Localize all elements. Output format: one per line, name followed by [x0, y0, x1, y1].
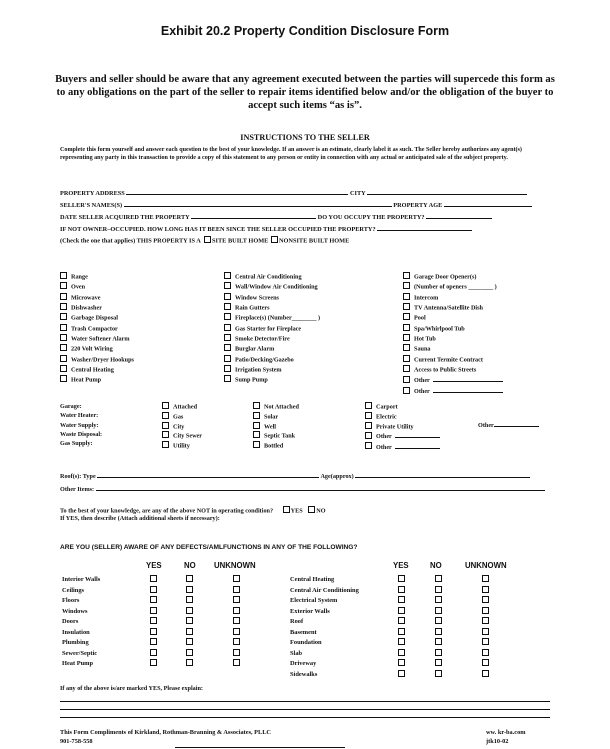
defect-no-checkbox[interactable]: [435, 628, 442, 635]
footer-website: ww. kr-ba.com: [486, 729, 526, 736]
defect-unknown-checkbox[interactable]: [233, 659, 240, 666]
property-address-label: PROPERTY ADDRESS: [60, 190, 125, 197]
defect-item: Sewer/Septic: [62, 649, 98, 657]
feature-item: TV Antenna/Satellite Dish: [403, 303, 503, 313]
feature-item: Rain Gutters: [224, 303, 320, 313]
defects-left-checkboxes: [150, 575, 250, 670]
utility-option: Well: [253, 422, 299, 432]
feature-checkbox[interactable]: [224, 303, 231, 310]
defect-yes-checkbox[interactable]: [398, 659, 405, 666]
footer-signature-line: [175, 747, 345, 748]
features-column-3: [403, 272, 503, 397]
feature-checkbox[interactable]: [60, 324, 67, 331]
defect-no-checkbox[interactable]: [186, 659, 193, 666]
utility-checkbox[interactable]: [365, 422, 372, 429]
feature-checkbox[interactable]: [60, 334, 67, 341]
utility-option: Carport: [365, 402, 440, 412]
property-address-row: [60, 188, 527, 197]
feature-item: Central Air Conditioning: [224, 272, 320, 282]
footer-phone: 901-758-558: [60, 738, 93, 745]
explain-line[interactable]: [60, 701, 550, 702]
feature-checkbox[interactable]: [403, 303, 410, 310]
utility-checkbox[interactable]: [365, 432, 372, 439]
roof-age-field[interactable]: [355, 471, 530, 478]
defect-yes-checkbox[interactable]: [398, 596, 405, 603]
defect-yes-checkbox[interactable]: [150, 607, 157, 614]
feature-item: Intercom: [403, 293, 503, 303]
defect-no-checkbox[interactable]: [435, 670, 442, 677]
defect-unknown-checkbox[interactable]: [233, 586, 240, 593]
feature-item: Irrigation System: [224, 365, 320, 375]
defect-unknown-checkbox[interactable]: [482, 638, 489, 645]
feature-item: Central Heating: [60, 365, 134, 375]
utility-label: Waste Disposal:: [60, 430, 103, 438]
nonsite-built-label: NONSITE BUILT HOME: [278, 237, 350, 245]
feature-item: Hot Tub: [403, 334, 503, 344]
utility-option: Utility: [162, 441, 202, 451]
defect-unknown-checkbox[interactable]: [482, 628, 489, 635]
utility-option: City Sewer: [162, 431, 202, 441]
defect-item: Floors: [62, 597, 80, 604]
defect-yes-checkbox[interactable]: [150, 575, 157, 582]
property-is-label: (Check the one that applies) THIS PROPERTY IS A: [60, 237, 201, 245]
utility-checkbox[interactable]: [162, 412, 169, 419]
feature-checkbox[interactable]: [224, 365, 231, 372]
defect-yes-checkbox[interactable]: [398, 617, 405, 624]
explain-label: If any of the above is/are marked YES, Please explain:: [60, 685, 203, 692]
feature-checkbox[interactable]: [224, 334, 231, 341]
nonsite-built-checkbox[interactable]: [271, 236, 278, 243]
defect-item: Heat Pump: [62, 660, 94, 667]
defects-heading: ARE YOU (SELLER) AWARE OF ANY DEFECTS/AMLFUNCTIONS IN ANY OF THE FOLLOWING?: [60, 544, 358, 551]
feature-item: Water Softener Alarm: [60, 334, 134, 344]
feature-item: Sauna: [403, 344, 503, 354]
defect-no-checkbox[interactable]: [435, 586, 442, 593]
feature-checkbox[interactable]: [403, 334, 410, 341]
defect-item: Interior Walls: [62, 576, 101, 583]
utility-other-field[interactable]: [494, 420, 539, 427]
feature-item: Window Screens: [224, 293, 320, 303]
feature-checkbox[interactable]: [224, 355, 231, 362]
other-field[interactable]: [395, 431, 440, 438]
defect-unknown-checkbox[interactable]: [233, 575, 240, 582]
intro-text: Buyers and seller should be aware that any agreement executed between the parties will supercede this form as to any obligations on the part of the seller to repair items identified below and/or the obligation of the buyer to accept such items “as is”.: [55, 74, 555, 111]
defect-item: Windows: [62, 607, 88, 615]
utility-other: [478, 420, 539, 429]
defect-item: Basement: [290, 628, 317, 636]
defect-yes-checkbox[interactable]: [398, 586, 405, 593]
defect-no-checkbox[interactable]: [435, 575, 442, 582]
not-owner-row: [60, 224, 472, 233]
feature-checkbox[interactable]: [60, 365, 67, 372]
utility-option: Private Utility: [365, 422, 440, 432]
feature-checkbox[interactable]: [403, 282, 410, 289]
property-type-row: [60, 236, 349, 245]
defects-right-labels: [290, 575, 359, 680]
feature-item: Current Termite Contract: [403, 355, 503, 365]
feature-checkbox[interactable]: [224, 375, 231, 382]
property-age-label: PROPERTY AGE: [393, 202, 443, 209]
feature-item: Access to Public Streets: [403, 365, 503, 375]
other-field[interactable]: [433, 375, 503, 382]
feature-checkbox[interactable]: [403, 324, 410, 331]
defect-yes-checkbox[interactable]: [398, 649, 405, 656]
utility-option: Attached: [162, 402, 202, 412]
feature-checkbox[interactable]: [403, 355, 410, 362]
question-no-checkbox[interactable]: [308, 506, 315, 513]
feature-checkbox[interactable]: [224, 344, 231, 351]
defect-no-checkbox[interactable]: [186, 586, 193, 593]
defect-unknown-checkbox[interactable]: [482, 596, 489, 603]
defects-col-yes-right: YES: [393, 561, 409, 570]
feature-item: Spa/Whirlpool Tub: [403, 324, 503, 334]
utility-column-2: [253, 402, 299, 451]
utility-checkbox[interactable]: [253, 441, 260, 448]
feature-checkbox[interactable]: [403, 293, 410, 300]
utility-option: Other: [365, 442, 440, 452]
property-address-field[interactable]: [126, 188, 348, 195]
defect-yes-checkbox[interactable]: [398, 607, 405, 614]
defect-item: Electrical System: [290, 597, 338, 604]
utility-label: Gas Supply:: [60, 440, 93, 448]
utility-checkbox[interactable]: [162, 431, 169, 438]
explain-line[interactable]: [60, 709, 550, 710]
site-built-checkbox[interactable]: [204, 236, 211, 243]
defects-col-yes-left: YES: [146, 561, 162, 570]
feature-checkbox[interactable]: [224, 282, 231, 289]
defect-no-checkbox[interactable]: [435, 607, 442, 614]
feature-item: (Number of openers ________ ): [403, 282, 503, 292]
defect-yes-checkbox[interactable]: [150, 617, 157, 624]
utility-option: Gas: [162, 412, 202, 422]
defect-item: Central Heating: [290, 576, 335, 583]
explain-line[interactable]: [60, 717, 550, 718]
utility-label: Water Supply:: [60, 421, 99, 429]
defect-no-checkbox[interactable]: [186, 607, 193, 614]
defect-item: Sidewalks: [290, 670, 318, 678]
sellers-names-row: [60, 200, 532, 209]
sellers-names-field[interactable]: [124, 200, 392, 207]
other-field[interactable]: [433, 386, 503, 393]
defect-item: Insulation: [62, 628, 90, 636]
feature-item: Garbage Disposal: [60, 313, 134, 323]
defect-no-checkbox[interactable]: [186, 575, 193, 582]
defect-item: Plumbing: [62, 639, 89, 646]
utility-checkbox[interactable]: [365, 402, 372, 409]
occupy-label: DO YOU OCCUPY THE PROPERTY?: [317, 214, 425, 221]
defect-no-checkbox[interactable]: [435, 659, 442, 666]
defect-unknown-checkbox[interactable]: [482, 617, 489, 624]
occupy-field[interactable]: [426, 212, 492, 219]
defect-yes-checkbox[interactable]: [398, 575, 405, 582]
feature-item: Pool: [403, 313, 503, 323]
defect-item: Doors: [62, 618, 79, 625]
utility-option: Solar: [253, 412, 299, 422]
features-column-1: [60, 272, 134, 386]
other-field[interactable]: [395, 442, 440, 449]
form-title: Exhibit 20.2 Property Condition Disclosure Form: [160, 24, 450, 38]
defects-col-no-right: NO: [430, 561, 442, 570]
feature-item: Smoke Detector/Fire: [224, 334, 320, 344]
defect-yes-checkbox[interactable]: [398, 638, 405, 645]
utility-column-1: [162, 402, 202, 451]
property-age-field[interactable]: [444, 200, 532, 207]
not-owner-label: IF NOT OWNER–OCCUPIED. HOW LONG HAS IT BEEN SINCE THE SELLER OCCUPIED THE PROPERTY?: [60, 226, 376, 233]
feature-checkbox[interactable]: [60, 313, 67, 320]
feature-checkbox[interactable]: [60, 303, 67, 310]
other-items-label: Other Items:: [60, 486, 95, 493]
feature-item: Microwave: [60, 293, 134, 303]
feature-checkbox[interactable]: [60, 355, 67, 362]
feature-checkbox[interactable]: [60, 272, 67, 279]
utility-checkbox[interactable]: [162, 441, 169, 448]
utility-checkbox[interactable]: [253, 422, 260, 429]
defect-yes-checkbox[interactable]: [150, 596, 157, 603]
date-acquired-field[interactable]: [191, 212, 316, 219]
site-built-label: SITE BUILT HOME: [212, 237, 269, 245]
defect-unknown-checkbox[interactable]: [482, 659, 489, 666]
defect-item: Driveway: [290, 660, 317, 667]
defect-unknown-checkbox[interactable]: [233, 596, 240, 603]
feature-item: Sump Pump: [224, 375, 320, 385]
operating-question: [60, 506, 326, 515]
utility-checkbox[interactable]: [162, 422, 169, 429]
roof-age-label: Age(approx): [320, 473, 354, 480]
utility-option: Electric: [365, 412, 440, 422]
defect-unknown-checkbox[interactable]: [233, 638, 240, 645]
feature-checkbox[interactable]: [224, 324, 231, 331]
defect-unknown-checkbox[interactable]: [233, 649, 240, 656]
utility-option: Other: [365, 431, 440, 441]
utility-checkbox[interactable]: [365, 412, 372, 419]
defect-item: Slab: [290, 649, 303, 657]
defect-yes-checkbox[interactable]: [150, 649, 157, 656]
feature-checkbox[interactable]: [403, 313, 410, 320]
utility-labels: [60, 402, 102, 448]
utility-checkbox[interactable]: [253, 402, 260, 409]
defect-yes-checkbox[interactable]: [398, 628, 405, 635]
defects-col-unknown-left: UNKNOWN: [214, 561, 256, 570]
defect-yes-checkbox[interactable]: [398, 670, 405, 677]
city-field[interactable]: [367, 188, 527, 195]
defect-no-checkbox[interactable]: [186, 628, 193, 635]
feature-item: Patio/Decking/Gazebo: [224, 355, 320, 365]
feature-checkbox[interactable]: [60, 282, 67, 289]
feature-checkbox[interactable]: [60, 375, 67, 382]
utility-label: Garage:: [60, 403, 82, 410]
defect-no-checkbox[interactable]: [186, 638, 193, 645]
feature-item: Gas Starter for Fireplace: [224, 324, 320, 334]
utility-option: Bottled: [253, 441, 299, 451]
footer-code: jtk10-02: [486, 738, 509, 745]
feature-checkbox[interactable]: [403, 344, 410, 351]
feature-checkbox[interactable]: [224, 313, 231, 320]
footer-company: This Form Compliments of Kirkland, Rothman-Branning & Associates, PLLC: [60, 729, 271, 736]
defect-no-checkbox[interactable]: [435, 649, 442, 656]
utility-option: Not Attached: [253, 402, 299, 412]
utility-option: City: [162, 422, 202, 432]
sellers-names-label: SELLER'S NAMES(S): [60, 202, 123, 209]
features-column-2: [224, 272, 320, 386]
defect-no-checkbox[interactable]: [435, 617, 442, 624]
defect-no-checkbox[interactable]: [435, 638, 442, 645]
instructions-heading: INSTRUCTIONS TO THE SELLER: [240, 133, 370, 142]
defects-col-unknown-right: UNKNOWN: [465, 561, 507, 570]
question-describe: If YES, then describe (Attach additional sheets if necessary):: [60, 515, 220, 522]
roof-type-label: Roof(s): Type: [60, 473, 96, 480]
defect-no-checkbox[interactable]: [186, 649, 193, 656]
feature-item: Garage Door Opener(s): [403, 272, 503, 282]
defect-no-checkbox[interactable]: [435, 596, 442, 603]
feature-item: Dishwasher: [60, 303, 134, 313]
defect-item: Exterior Walls: [290, 607, 330, 615]
other-items-field[interactable]: [96, 484, 545, 491]
defect-unknown-checkbox[interactable]: [482, 670, 489, 677]
utility-other-label: Other: [478, 422, 494, 429]
utility-label: Water Heater:: [60, 412, 99, 420]
feature-checkbox[interactable]: [60, 344, 67, 351]
defect-unknown-checkbox[interactable]: [482, 586, 489, 593]
feature-item: Other: [403, 375, 503, 386]
date-acquired-row: [60, 212, 492, 221]
feature-item: Trash Compactor: [60, 324, 134, 334]
defect-unknown-checkbox[interactable]: [482, 575, 489, 582]
feature-item: 220 Volt Wiring: [60, 344, 134, 354]
roof-type-field[interactable]: [97, 471, 319, 478]
instructions-text: Complete this form yourself and answer each question to the best of your knowledge. If an answer is an estimate, clearly label it as such. The Seller hereby authorizes any agent(s) representing any party in this transaction to provide a copy of this statement to any person or entity in connection with any actual or anticipated sale of the subject property.: [60, 147, 522, 161]
defect-yes-checkbox[interactable]: [150, 628, 157, 635]
feature-checkbox[interactable]: [60, 293, 67, 300]
feature-item: Oven: [60, 282, 134, 292]
question-yes-label: YES: [290, 507, 303, 515]
feature-checkbox[interactable]: [403, 272, 410, 279]
defect-unknown-checkbox[interactable]: [482, 607, 489, 614]
defect-yes-checkbox[interactable]: [150, 659, 157, 666]
feature-checkbox[interactable]: [403, 365, 410, 372]
defect-item: Central Air Conditioning: [290, 586, 359, 594]
feature-checkbox[interactable]: [224, 272, 231, 279]
defect-yes-checkbox[interactable]: [150, 638, 157, 645]
city-label: CITY: [349, 190, 366, 197]
feature-checkbox[interactable]: [403, 387, 410, 394]
question-yes-checkbox[interactable]: [283, 506, 290, 513]
defect-unknown-checkbox[interactable]: [233, 617, 240, 624]
feature-item: Other: [403, 386, 503, 397]
defect-item: Ceilings: [62, 586, 85, 594]
feature-item: Wall/Window Air Conditioning: [224, 282, 320, 292]
defect-unknown-checkbox[interactable]: [482, 649, 489, 656]
defect-no-checkbox[interactable]: [186, 617, 193, 624]
defect-unknown-checkbox[interactable]: [233, 607, 240, 614]
operating-question-text: To the best of your knowledge, are any of the above NOT in operating condition?: [60, 507, 274, 515]
defect-item: Roof: [290, 618, 304, 625]
feature-item: Burglar Alarm: [224, 344, 320, 354]
utility-column-3: [365, 402, 440, 452]
defect-yes-checkbox[interactable]: [150, 586, 157, 593]
utility-checkbox[interactable]: [365, 442, 372, 449]
feature-item: Heat Pump: [60, 375, 134, 385]
defects-col-no-left: NO: [184, 561, 196, 570]
defects-left-labels: [62, 575, 100, 670]
question-no-label: NO: [316, 507, 326, 515]
not-owner-field[interactable]: [377, 224, 472, 231]
defects-right-checkboxes: [398, 575, 498, 680]
date-acquired-label: DATE SELLER ACQUIRED THE PROPERTY: [60, 214, 190, 221]
defect-item: Foundation: [290, 639, 322, 646]
feature-item: Washer/Dryer Hookups: [60, 355, 134, 365]
utility-checkbox[interactable]: [253, 412, 260, 419]
defect-unknown-checkbox[interactable]: [233, 628, 240, 635]
feature-checkbox[interactable]: [224, 293, 231, 300]
defect-no-checkbox[interactable]: [186, 596, 193, 603]
feature-item: Fireplace(s) (Number________ ): [224, 313, 320, 323]
feature-item: Range: [60, 272, 134, 282]
feature-checkbox[interactable]: [403, 376, 410, 383]
utility-option: Septic Tank: [253, 431, 299, 441]
roof-row: [60, 471, 530, 480]
utility-checkbox[interactable]: [162, 402, 169, 409]
utility-checkbox[interactable]: [253, 431, 260, 438]
other-items-row: [60, 484, 545, 493]
